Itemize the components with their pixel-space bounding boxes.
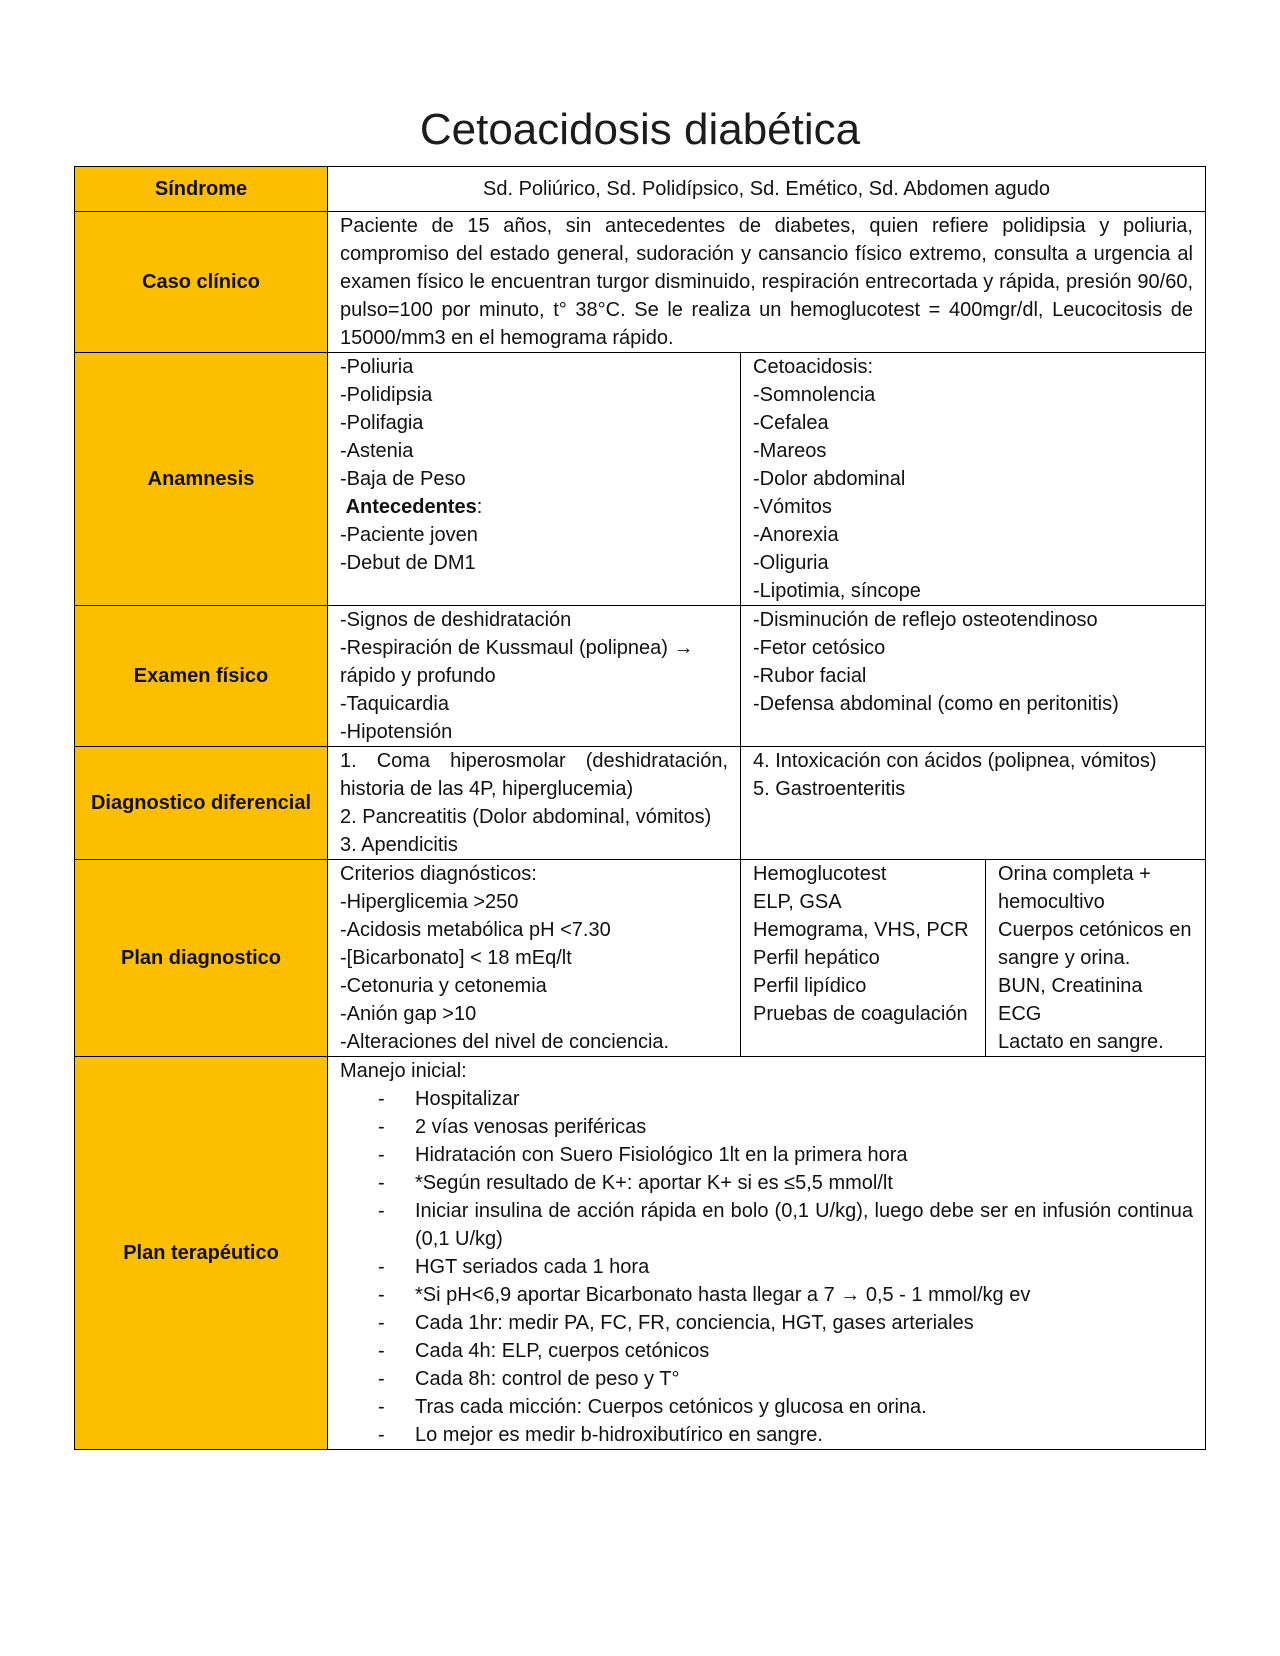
list-item: -Hipotensión — [340, 721, 453, 743]
list-item: -Polidipsia — [340, 384, 433, 406]
list-item: Hemograma, VHS, PCR — [753, 919, 969, 941]
table-row-anamnesis — [75, 353, 1206, 606]
table-row-diferencial — [75, 747, 1206, 860]
list-item: -Anorexia — [753, 524, 839, 546]
plan-terapeutico-cell — [328, 1057, 1206, 1450]
list-item: -Rubor facial — [753, 665, 867, 687]
list-item: 3. Apendicitis — [340, 834, 458, 856]
anamnesis-cell — [328, 353, 1206, 606]
list-item: Criterios diagnósticos: — [340, 863, 537, 885]
manejo-heading: Manejo inicial: — [340, 1060, 467, 1082]
list-item: 4. Intoxicación con ácidos (polipnea, vómitos) — [753, 750, 1157, 772]
list-item: Cetoacidosis: — [753, 356, 874, 378]
row-label-plan-diagnostico: Plan diagnostico — [75, 860, 328, 1057]
list-item: ELP, GSA — [753, 891, 842, 913]
list-item: - Hidratación con Suero Fisiológico 1lt en la primera hora — [378, 1141, 1193, 1169]
row-label-caso: Caso clínico — [75, 212, 328, 353]
list-item: - HGT seriados cada 1 hora — [378, 1253, 1193, 1281]
table-row-sindrome — [75, 167, 1206, 212]
sindrome-text: Sd. Poliúrico, Sd. Polidípsico, Sd. Emético, Sd. Abdomen agudo — [483, 178, 1050, 200]
sindrome-cell — [328, 167, 1206, 212]
examen-cell — [328, 606, 1206, 747]
antecedentes-colon: : — [476, 496, 483, 518]
diferencial-cell — [328, 747, 1206, 860]
list-item: - 2 vías venosas periféricas — [378, 1113, 1193, 1141]
list-item: - Lo mejor es medir b-hidroxibutírico en sangre. — [378, 1421, 1193, 1449]
plan-diagnostico-cell — [328, 860, 1206, 1057]
page-title: Cetoacidosis diabética — [419, 105, 861, 154]
examen-left — [328, 606, 740, 746]
diferencial-left — [328, 747, 740, 859]
list-item: -Hiperglicemia >250 — [340, 891, 519, 913]
plan-dx-examenes — [740, 860, 985, 1056]
anamnesis-left — [328, 353, 740, 605]
list-item: Hemoglucotest — [753, 863, 887, 885]
list-item: - Cada 4h: ELP, cuerpos cetónicos — [378, 1337, 1193, 1365]
list-item: -Somnolencia — [753, 384, 876, 406]
list-item: Perfil hepático — [753, 947, 880, 969]
list-item: Orina completa + hemocultivo — [998, 863, 1151, 913]
list-item: Perfil lipídico — [753, 975, 867, 997]
list-item: Lactato en sangre. — [998, 1031, 1164, 1053]
list-item: -Mareos — [753, 440, 827, 462]
antecedentes-heading — [340, 493, 728, 521]
list-item: - Iniciar insulina de acción rápida en bolo (0,1 U/kg), luego debe ser en infusión continua (0,1 U/kg) — [378, 1197, 1193, 1253]
list-item: -Baja de Peso — [340, 468, 466, 490]
table-row-plan-terapeutico — [75, 1057, 1206, 1450]
list-item: - Hospitalizar — [378, 1085, 1193, 1113]
caso-text: Paciente de 15 años, sin antecedentes de diabetes, quien refiere polidipsia y poliuria, compromiso del estado general, sudoración y cansancio físico extremo, consulta a urgencia al examen físico le encuentran turgor disminuido, respiración entrecortada y rápida, presión 90/60, pulso=100 por minuto, t° 38°C. Se le realiza un hemoglucotest = 400mgr/dl, Leucocitosis de 15000/mm3 en el hemograma rápido. — [340, 215, 1193, 349]
table-row-examen — [75, 606, 1206, 747]
row-label-anamnesis: Anamnesis — [75, 353, 328, 606]
list-item: -Alteraciones del nivel de conciencia. — [340, 1031, 670, 1053]
clinical-table — [74, 166, 1206, 1450]
list-item: -Acidosis metabólica pH <7.30 — [340, 919, 611, 941]
list-item: -Debut de DM1 — [340, 552, 476, 574]
list-item: -Dolor abdominal — [753, 468, 906, 490]
list-item: - Tras cada micción: Cuerpos cetónicos y glucosa en orina. — [378, 1393, 1193, 1421]
list-item: -Vómitos — [753, 496, 832, 518]
list-item: -Oliguria — [753, 552, 829, 574]
examen-right — [740, 606, 1205, 746]
row-label-diferencial: Diagnostico diferencial — [75, 747, 328, 860]
list-item: - *Si pH<6,9 aportar Bicarbonato hasta llegar a 7 → 0,5 - 1 mmol/kg ev — [378, 1281, 1193, 1309]
diferencial-right — [740, 747, 1205, 859]
list-item: -Anión gap >10 — [340, 1003, 477, 1025]
list-item: 1. Coma hiperosmolar (deshidratación, historia de las 4P, hiperglucemia) — [340, 750, 728, 800]
list-item: Pruebas de coagulación — [753, 1003, 968, 1025]
table-row-caso — [75, 212, 1206, 353]
antecedentes-label: Antecedentes — [345, 496, 477, 518]
list-item: 2. Pancreatitis (Dolor abdominal, vómitos) — [340, 806, 712, 828]
plan-dx-criterios — [328, 860, 740, 1056]
list-item: BUN, Creatinina — [998, 975, 1143, 997]
list-item: - Cada 1hr: medir PA, FC, FR, conciencia, HGT, gases arteriales — [378, 1309, 1193, 1337]
list-item: 5. Gastroenteritis — [753, 778, 906, 800]
plan-terapeutico-content — [328, 1057, 1205, 1449]
list-item: -Cefalea — [753, 412, 829, 434]
list-item: -Paciente joven — [340, 524, 478, 546]
list-item: ECG — [998, 1003, 1042, 1025]
list-item: -Lipotimia, síncope — [753, 580, 921, 602]
plan-dx-otros — [985, 860, 1205, 1056]
list-item: -Defensa abdominal (como en peritonitis) — [753, 693, 1119, 715]
list-item: -Poliuria — [340, 356, 414, 378]
row-label-plan-terapeutico: Plan terapéutico — [75, 1057, 328, 1450]
table-row-plan-diagnostico — [75, 860, 1206, 1057]
list-item: -Signos de deshidratación — [340, 609, 572, 631]
list-item: -Polifagia — [340, 412, 424, 434]
row-label-sindrome: Síndrome — [75, 167, 328, 212]
list-item: -Astenia — [340, 440, 414, 462]
list-item: -Cetonuria y cetonemia — [340, 975, 547, 997]
list-item: -Respiración de Kussmaul (polipnea) → rápido y profundo — [340, 637, 694, 687]
anamnesis-right — [740, 353, 1205, 605]
list-item: -[Bicarbonato] < 18 mEq/lt — [340, 947, 572, 969]
manejo-list — [340, 1085, 1193, 1449]
list-item: -Taquicardia — [340, 693, 449, 715]
list-item: -Fetor cetósico — [753, 637, 886, 659]
list-item: -Disminución de reflejo osteotendinoso — [753, 609, 1098, 631]
list-item: - Cada 8h: control de peso y T° — [378, 1365, 1193, 1393]
list-item: Cuerpos cetónicos en sangre y orina. — [998, 919, 1192, 969]
list-item: - *Según resultado de K+: aportar K+ si es ≤5,5 mmol/lt — [378, 1169, 1193, 1197]
row-label-examen: Examen físico — [75, 606, 328, 747]
caso-cell — [328, 212, 1206, 353]
